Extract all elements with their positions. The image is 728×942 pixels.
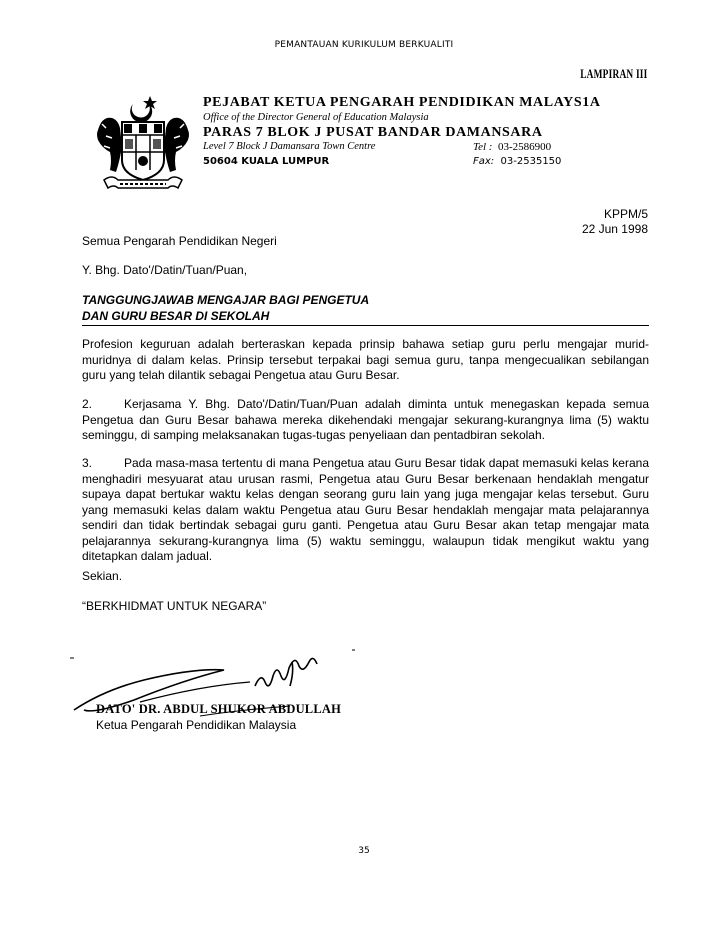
org-name-english: Office of the Director General of Education Malaysia bbox=[203, 112, 429, 123]
reference-block bbox=[582, 207, 648, 237]
motto: “BERKHIDMAT UNTUK NEGARA” bbox=[82, 599, 267, 613]
signatory-title: Ketua Pengarah Pendidikan Malaysia bbox=[96, 718, 297, 732]
fax-value: 03-2535150 bbox=[500, 156, 562, 167]
letter-date: 22 Jun 1998 bbox=[581, 222, 648, 236]
paragraph-3-number: 3. bbox=[82, 456, 93, 470]
paragraph-3-text: Pada masa-masa tertentu di mana Pengetua atau Guru Besar tidak dapat memasuki kelas kerana menghadiri mesyuarat atau urusan rasmi, Pengetua atau Guru Besar berkenaan hendaklah mengatur supaya dapat bertukar waktu kelas dengan seorang guru lain yang juga mengajar kelas tersebut. Guru yang memasuki kelas dalam waktu Pengetua atau Guru Besar hendaklah mengajar mata pelajarannya sendiri dan tidak bertindak sebagai guru ganti. Pengetua atau Guru Besar akan tetap mengajar mata pelajarannya sekurang-kurangnya lima (5) waktu seminggu, walaupun tidak mengikut waktu yang ditetapkan dalam jadual. bbox=[82, 456, 649, 563]
tel-value: 03-2586900 bbox=[497, 141, 552, 153]
recipient: Semua Pengarah Pendidikan Negeri bbox=[82, 234, 277, 248]
tel-label: Tel : bbox=[473, 141, 493, 153]
subject-line-2: DAN GURU BESAR DI SEKOLAH bbox=[82, 308, 270, 323]
paragraph-2-text: Kerjasama Y. Bhg. Dato'/Datin/Tuan/Puan adalah diminta untuk menegaskan kepada semua Pengetua dan Guru Besar bahawa mereka dikehendaki mengajar sekurang-kurangnya lima (5) waktu seminggu, di samping melaksanakan tugas-tugas penyeliaan dan pentadbiran sekolah. bbox=[82, 397, 649, 442]
subject-line-1: TANGGUNGJAWAB MENGAJAR BAGI PENGETUA bbox=[82, 293, 370, 307]
paragraph-3 bbox=[82, 456, 649, 565]
paragraph-2 bbox=[82, 397, 649, 444]
fax-label: Fax: bbox=[473, 156, 495, 167]
telephone bbox=[473, 141, 551, 153]
postcode-city: 50604 KUALA LUMPUR bbox=[203, 156, 330, 167]
address-line-2: Level 7 Block J Damansara Town Centre bbox=[203, 141, 376, 152]
paragraph-2-number: 2. bbox=[82, 397, 93, 411]
signatory-name: DATO' DR. ABDUL SHUKOR ABDULLAH bbox=[96, 702, 342, 716]
appendix-label: LAMPIRAN III bbox=[580, 66, 648, 81]
org-name: PEJABAT KETUA PENGARAH PENDIDIKAN MALAYS1A bbox=[203, 95, 601, 110]
fax bbox=[473, 156, 561, 167]
salutation: Y. Bhg. Dato'/Datin/Tuan/Puan, bbox=[82, 263, 248, 277]
page-number: 35 bbox=[358, 846, 370, 856]
closing: Sekian. bbox=[82, 569, 123, 583]
malaysia-coat-of-arms-icon bbox=[88, 90, 198, 200]
reference-number: KPPM/5 bbox=[603, 207, 648, 221]
address-line-1: PARAS 7 BLOK J PUSAT BANDAR DAMANSARA bbox=[203, 125, 543, 140]
running-title: PEMANTAUAN KURIKULUM BERKUALITI bbox=[274, 40, 454, 50]
letter-subject bbox=[82, 293, 649, 326]
paragraph-1: Profesion keguruan adalah berteraskan kepada prinsip bahawa setiap guru perlu mengajar murid-muridnya di dalam kelas. Prinsip tersebut terpakai bagi semua guru, tanpa mengecualikan sebilangan guru yang telah dilantik sebagai Pengetua atau Guru Besar. bbox=[82, 337, 649, 382]
